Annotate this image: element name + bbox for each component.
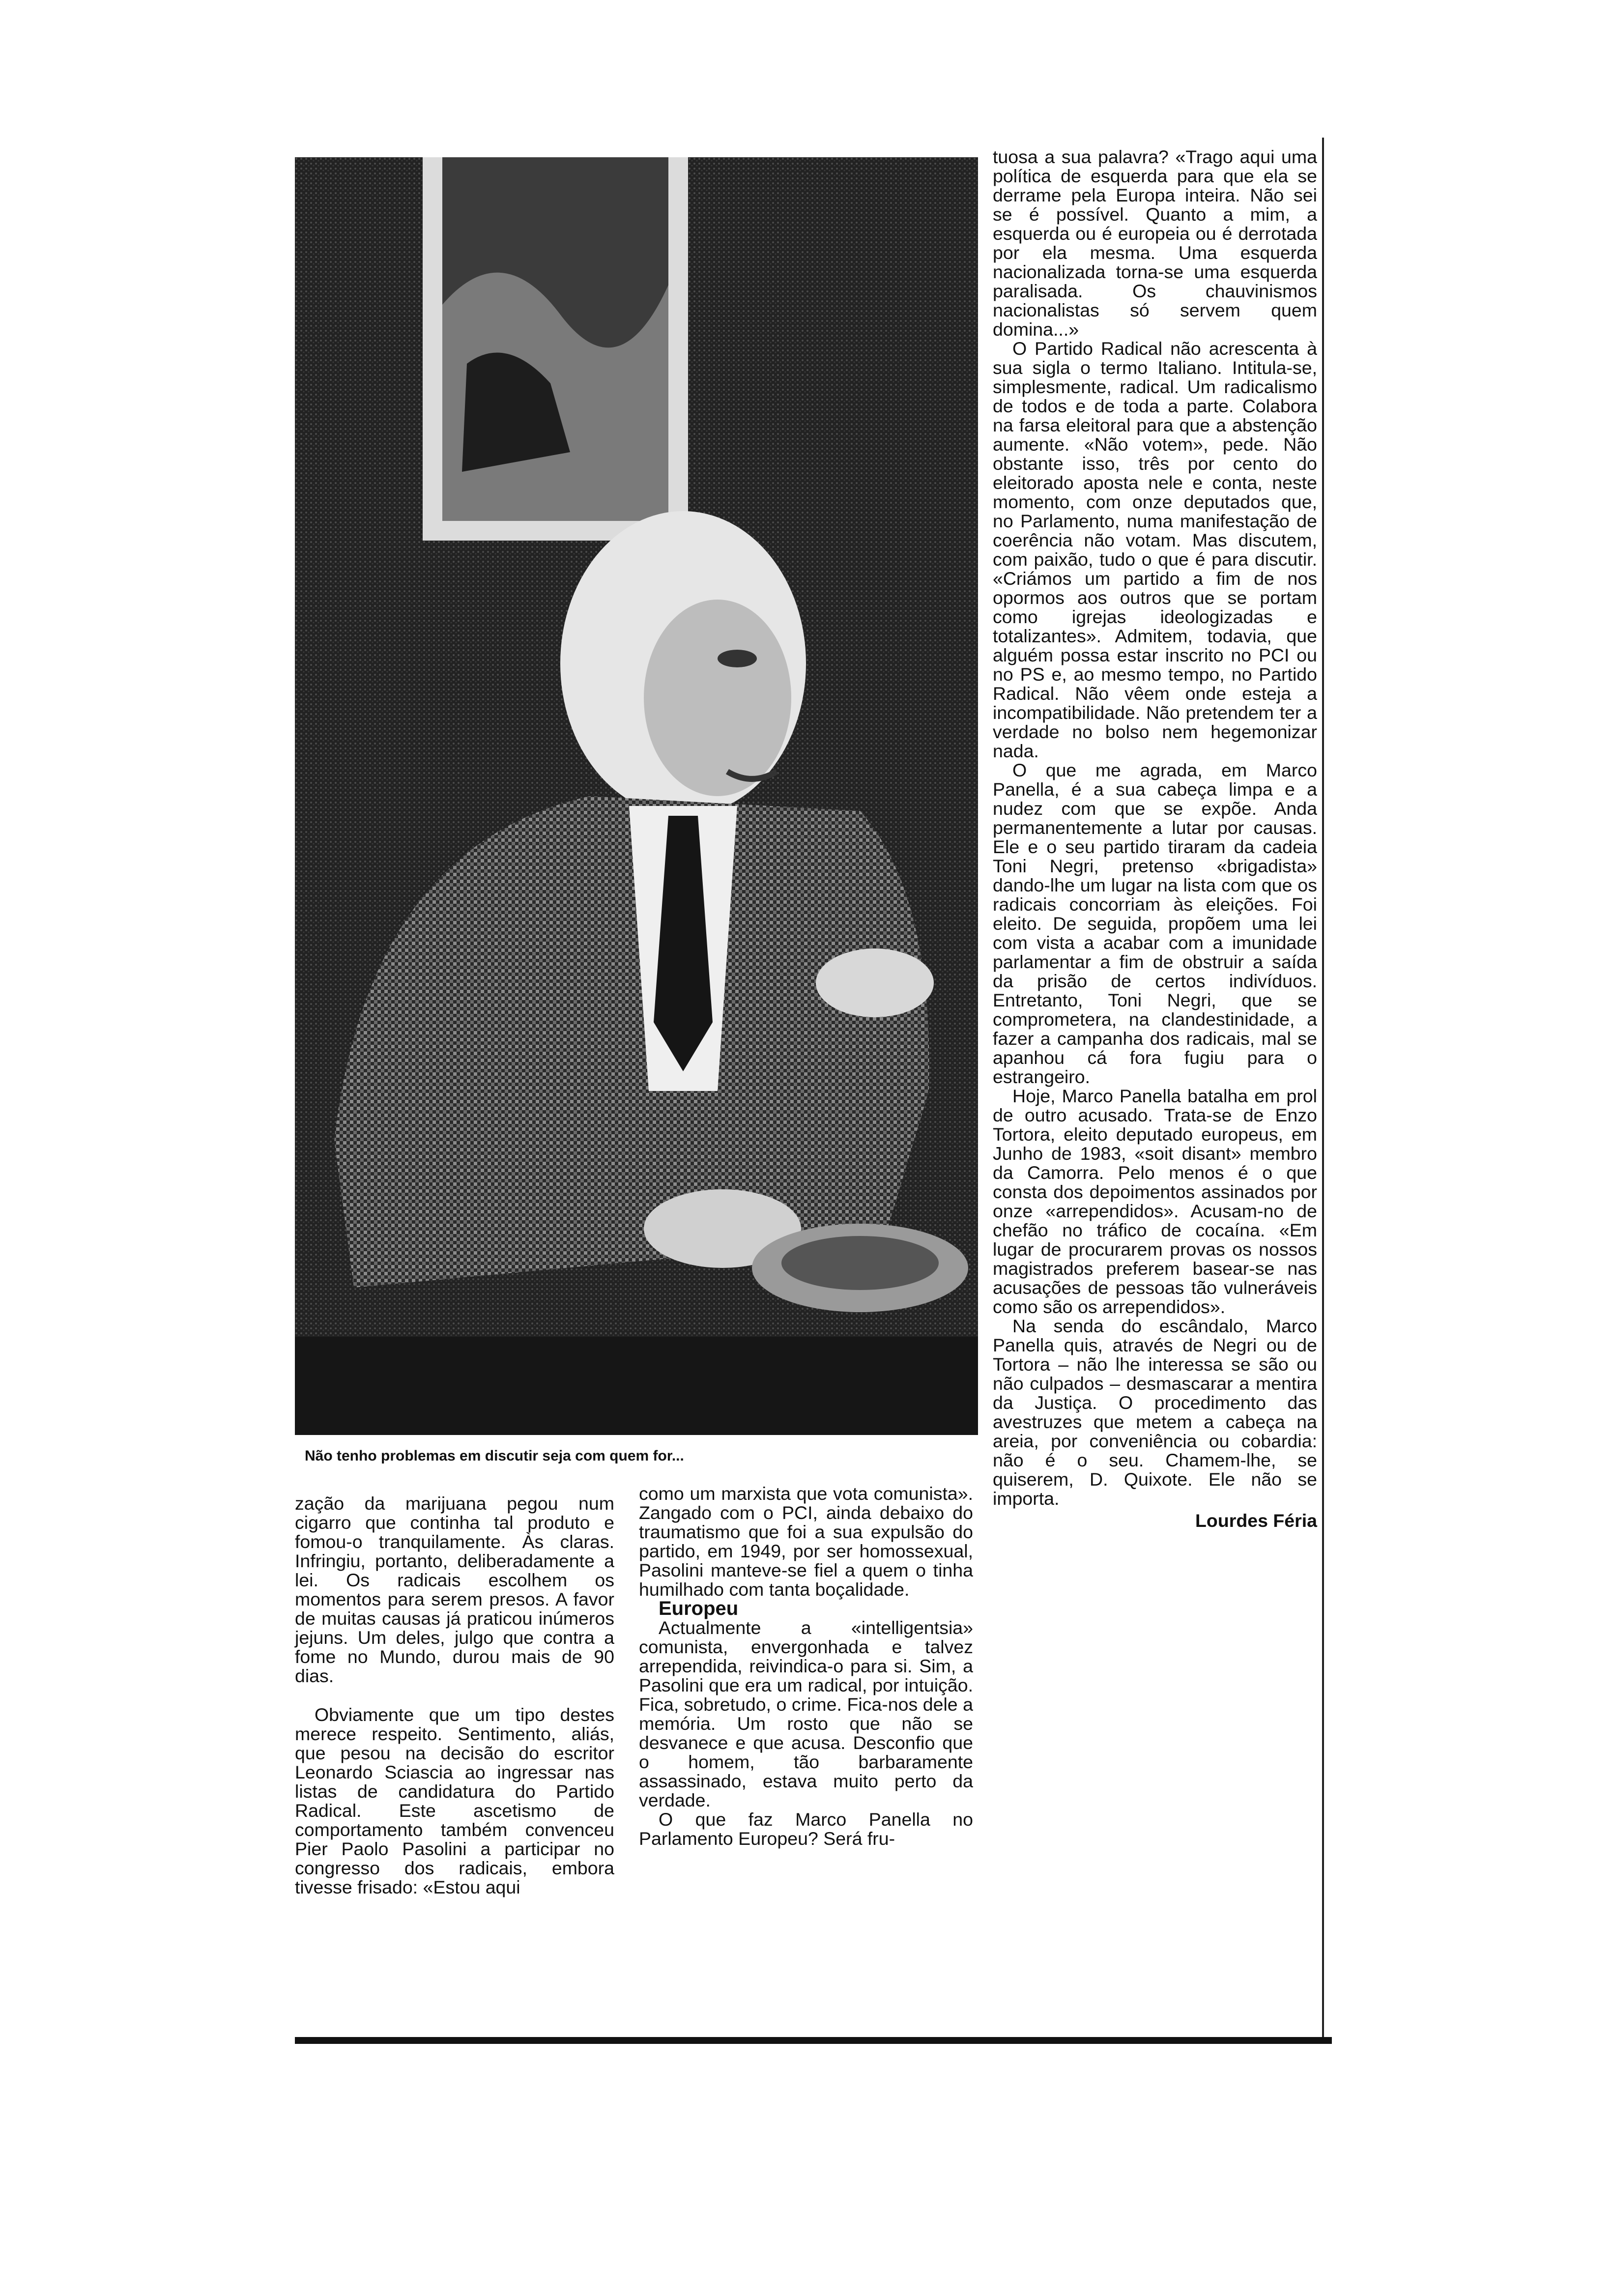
section-heading: Europeu xyxy=(659,1598,739,1619)
author-signature: Lourdes Féria xyxy=(1195,1510,1317,1531)
paragraph: Obviamente que um tipo destes merece respeito. Sentimento, aliás, que pesou na decisão do escritor Leonardo Sciascia ao ingressar nas listas de candidatura do Partido Radical. Este ascetismo de comportamento também convenceu Pier Paolo Pasolini a participar no congresso dos radicais, embora tivesse frisado: «Estou aqui xyxy=(295,1704,614,1897)
portrait-photo xyxy=(295,157,978,1435)
paragraph: Actualmente a «intelligentsia» comunista, envergonhada e talvez arrependida, reivindica-o para si. Sim, a Pasolini que era um radical, por intuição. Fica, sobretudo, o crime. Fica-nos dele a memória. Um rosto que não se desvanece e que acusa. Desconfio que o homem, tão barbaramente assassinado, estava muito perto da verdade. xyxy=(639,1617,973,1810)
paragraph: tuosa a sua palavra? «Trago aqui uma política de esquerda para que ela se derrame pela Europa inteira. Não sei se é possível. Quanto a mim, a esquerda ou é europeia ou é derrotada por ela mesma. Uma esquerda nacionalizada torna-se uma esquerda paralisada. Os chauvinismos nacionalistas só servem quem domina...» xyxy=(993,146,1317,340)
newspaper-clipping xyxy=(295,138,1317,2054)
paragraph: O que faz Marco Panella no Parlamento Europeu? Será fru- xyxy=(639,1809,973,1849)
paragraph: O Partido Radical não acrescenta à sua sigla o termo Italiano. Intitula-se, simplesmente, radical. Um radicalismo de todos e de toda a parte. Colabora na farsa eleitoral para que a abstenção aumente. «Não votem», pede. Não obstante isso, três por cento do eleitorado aposta nele e conta, neste momento, com onze deputados que, no Parlamento, numa manifestação de coerência não votam. Mas discutem, com paixão, tudo o que é para discutir. «Criámos um partido a fim de nos opormos aos outros que se portam como igrejas ideologizadas e totalizantes». Admitem, todavia, que alguém possa estar inscrito no PCI ou no PS e, ao mesmo tempo, no Partido Radical. Não vêem onde esteja a incompatibilidade. Não pretendem ter a verdade no bolso nem hegemonizar nada. xyxy=(993,338,1317,761)
paragraph: zação da marijuana pegou num cigarro que continha tal produto e fomou-o tranquilamente. Às claras. Infringiu, portanto, deliberadamente a lei. Os radicais escolhem os momentos para serem presos. A favor de muitas causas já praticou inúmeros jejuns. Um deles, julgo que contra a fome no Mundo, durou mais de 90 dias. xyxy=(295,1493,614,1686)
column-2 xyxy=(639,1484,973,1848)
paragraph: Hoje, Marco Panella batalha em prol de outro acusado. Trata-se de Enzo Tortora, eleito deputado europeus, em Junho de 1983, «soit disant» membro da Camorra. Pelo menos é o que consta dos depoimentos assinados por onze «arrependidos». Acusam-no de chefão no tráfico de cocaína. «Em lugar de procurarem provas os nossos magistrados preferem basear-se nas acusações de pessoas tão vulneráveis como são os arrependidos». xyxy=(993,1086,1317,1317)
column-1 xyxy=(295,1494,614,1897)
bottom-rule xyxy=(295,2037,1332,2044)
paragraph: como um marxista que vota comunista». Zangado com o PCI, ainda debaixo do traumatismo que foi a sua expulsão do partido, em 1949, por ser homossexual, Pasolini manteve-se fiel a quem o tinha humilhado com tanta boçalidade. xyxy=(639,1483,973,1600)
right-edge-rule xyxy=(1322,138,1324,2039)
paragraph: O que me agrada, em Marco Panella, é a sua cabeça limpa e a nudez com que se expõe. Anda permanentemente a lutar por causas. Ele e o seu partido tiraram da cadeia Toni Negri, pretenso «brigadista» dando-lhe um lugar na lista com que os radicais concorriam às eleições. Foi eleito. De seguida, propõem uma lei com vista a acabar com a imunidade parlamentar a fim de obstruir a saída da prisão de certos indivíduos. Entretanto, Toni Negri, que se comprometera, na clandestinidade, a fazer a campanha dos radicais, mal se apanhou cá fora fugiu para o estrangeiro. xyxy=(993,760,1317,1087)
photo-caption: Não tenho problemas em discutir seja com quem for... xyxy=(305,1448,684,1464)
portrait-illustration xyxy=(295,157,978,1435)
column-3 xyxy=(993,147,1317,1530)
paragraph: Na senda do escândalo, Marco Panella quis, através de Negri ou de Tortora – não lhe interessa se são ou não culpados – desmascarar a mentira da Justiça. O procedimento das avestruzes que metem a cabeça na areia, por conveniência ou cobardia: não é o seu. Chamem-lhe, se quiserem, D. Quixote. Ele não se importa. xyxy=(993,1316,1317,1509)
